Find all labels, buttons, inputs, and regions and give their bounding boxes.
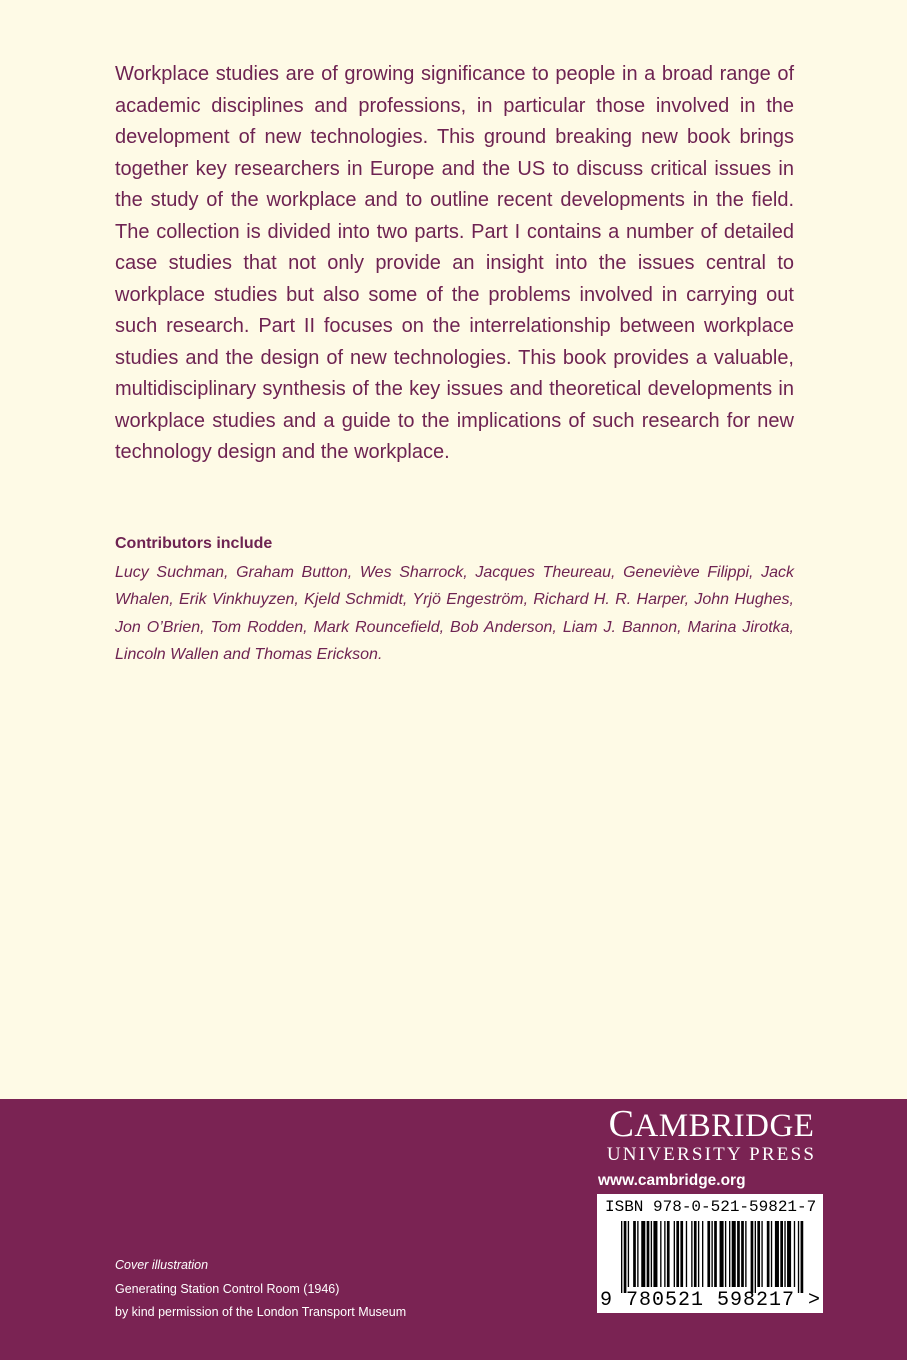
- cover-credit-label: Cover illustration: [115, 1258, 209, 1272]
- publisher-name-initial: C: [608, 1103, 635, 1145]
- barcode-bar: [660, 1221, 661, 1287]
- barcode-bar: [755, 1221, 756, 1293]
- barcode-bar: [667, 1221, 670, 1287]
- barcode-bar: [720, 1221, 724, 1287]
- book-blurb: Workplace studies are of growing significance to people in a broad range of academic disciplines and professions, in particular those involved in the development of new technologies. This ground breaking new book brings together key researchers in Europe and the US to discuss critical issues in the study of the workplace and to outline recent developments in the field. The collection is divided into two parts. Part I contains a number of detailed case studies that not only provide an insight into the issues central to workplace studies but also some of the problems involved in carrying out such research. Part II focuses on the interrelationship between workplace studies and the design of new technologies. This book provides a valuable, multidisciplinary synthesis of the key issues and theoretical developments in workplace studies and a guide to the implications of such research for new technology design and the workplace.: [115, 63, 794, 463]
- publisher-name-rest: AMBRIDGE: [634, 1108, 815, 1144]
- barcode-box: [597, 1194, 823, 1313]
- barcode-bar: [725, 1221, 726, 1287]
- barcode-bar: [674, 1221, 675, 1287]
- ean-digits: 9 780521 598217 >: [600, 1289, 822, 1312]
- barcode-bar: [694, 1221, 697, 1287]
- barcode-bar: [711, 1221, 712, 1287]
- barcode-bar: [686, 1221, 687, 1287]
- barcode-bar: [729, 1221, 730, 1287]
- barcode-bar: [647, 1221, 650, 1287]
- barcode-bar: [621, 1221, 622, 1293]
- barcode-bar: [767, 1221, 770, 1287]
- barcode-bar: [653, 1221, 657, 1287]
- barcode-bar: [691, 1221, 692, 1287]
- cover-credit-title: Generating Station Control Room (1946): [115, 1281, 340, 1296]
- cover-credit: [115, 1254, 406, 1325]
- barcode-bar: [787, 1221, 791, 1287]
- barcode-bar: [775, 1221, 779, 1287]
- barcode-bar: [680, 1221, 683, 1287]
- barcode-bar: [757, 1221, 760, 1287]
- barcode-bar: [637, 1221, 638, 1287]
- barcode-bar: [761, 1221, 762, 1287]
- barcode-bar: [771, 1221, 772, 1287]
- contributors-list: Lucy Suchman, Graham Button, Wes Sharrock, Jacques Theureau, Geneviève Filippi, Jack Whalen, Erik Vinkhuyzen, Kjeld Schmidt, Yrjö Engeström, Richard H. R. Harper, John Hughes, Jon O’Brien, Tom Rodden, Mark Rouncefield, Bob Anderson, Liam J. Bannon, Marina Jirotka, Lincoln Wallen and Thomas Erickson.: [115, 564, 794, 663]
- barcode-bar: [794, 1221, 795, 1287]
- barcode-bar: [732, 1221, 736, 1287]
- contributors-heading: Contributors include: [115, 535, 273, 552]
- barcode-bar: [624, 1221, 627, 1293]
- barcode-bar: [801, 1221, 804, 1293]
- barcode-bar: [741, 1221, 744, 1287]
- barcode-bar: [676, 1221, 679, 1287]
- barcode-bar: [641, 1221, 645, 1287]
- isbn-label: ISBN 978-0-521-59821-7: [605, 1198, 817, 1216]
- barcode-bar: [784, 1221, 785, 1287]
- publisher-url: www.cambridge.org: [598, 1172, 746, 1189]
- barcode-bar: [702, 1221, 703, 1287]
- publisher-logo: [598, 1103, 825, 1190]
- barcode-bar: [628, 1221, 629, 1287]
- barcode-bar: [698, 1221, 699, 1287]
- barcode-bar: [651, 1221, 652, 1287]
- barcode-bar: [780, 1221, 783, 1287]
- barcode-bar: [707, 1221, 710, 1287]
- cover-credit-permission: by kind permission of the London Transport Museum: [115, 1305, 407, 1319]
- publisher-subtitle: UNIVERSITY PRESS: [606, 1144, 817, 1165]
- barcode-bar: [751, 1221, 754, 1293]
- barcode-bar: [664, 1221, 665, 1287]
- barcode-bar: [798, 1221, 799, 1293]
- barcode-bar: [633, 1221, 636, 1287]
- barcode-bar: [714, 1221, 717, 1287]
- barcode-bar: [745, 1221, 746, 1287]
- barcode-bar: [737, 1221, 740, 1287]
- publisher-name: [598, 1103, 825, 1145]
